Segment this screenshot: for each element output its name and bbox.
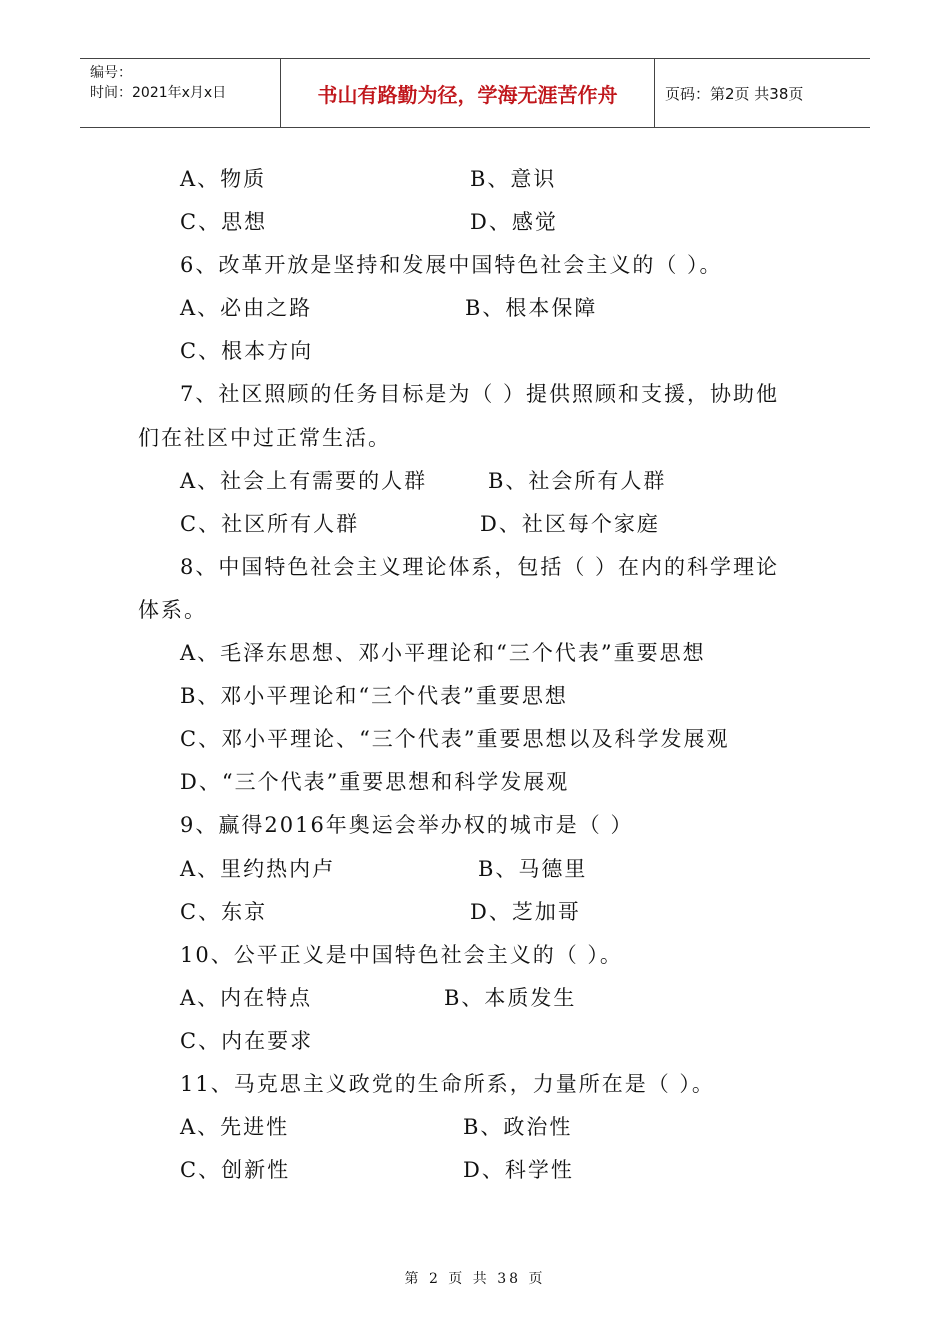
text-line: [0, 1063, 950, 1106]
line-text: A、物质: [180, 167, 267, 191]
line-text: A、毛泽东思想、邓小平理论和“三个代表”重要思想: [180, 641, 706, 666]
line-text: A、里约热内卢: [180, 856, 336, 881]
option-b-text: D、感觉: [470, 210, 558, 235]
line-text: A、内在特点: [180, 985, 313, 1010]
line-text: 7、社区照顾的任务目标是为（ ）提供照顾和支援，协助他: [180, 382, 780, 407]
text-line: [0, 589, 950, 632]
text-line: [0, 761, 950, 804]
text-line: [0, 1149, 950, 1192]
option-b-text: B、根本保障: [465, 296, 598, 321]
line-text: A、先进性: [180, 1115, 290, 1140]
header-page-number: 页码：第2页 共38页: [665, 84, 804, 103]
line-text: C、根本方向: [180, 339, 314, 364]
header-meta: [80, 59, 281, 127]
option-b-text: B、意识: [470, 167, 557, 191]
text-line: [0, 718, 950, 761]
line-text: 9、赢得2016年奥运会举办权的城市是（ ）: [180, 813, 634, 838]
text-line: [0, 503, 950, 546]
text-line: [0, 460, 950, 503]
option-b-text: B、社会所有人群: [488, 468, 667, 493]
line-text: C、东京: [180, 899, 268, 924]
line-text: 体系。: [138, 597, 207, 622]
line-text: 8、中国特色社会主义理论体系，包括（ ）在内的科学理论: [180, 554, 780, 579]
line-text: C、创新性: [180, 1158, 291, 1183]
line-text: C、社区所有人群: [180, 511, 360, 536]
line-text: B、邓小平理论和“三个代表”重要思想: [180, 684, 568, 709]
text-line: [0, 1020, 950, 1063]
line-text: C、思想: [180, 210, 268, 235]
serial-number: 编号：: [90, 65, 132, 81]
page-footer: 第 2 页 共 38 页: [404, 1271, 546, 1287]
option-b-text: B、本质发生: [444, 985, 577, 1010]
text-line: [0, 675, 950, 718]
text-line: [0, 287, 950, 330]
page-header: [80, 58, 870, 128]
header-motto: 书山有路勤为径，学海无涯苦作舟: [281, 59, 655, 127]
text-line: [0, 417, 950, 460]
option-b-text: D、芝加哥: [470, 899, 581, 924]
line-text: 10、公平正义是中国特色社会主义的（ ）。: [180, 942, 623, 967]
question-body: [0, 158, 950, 1192]
text-line: [0, 330, 950, 373]
date-line: 时间：2021年x月x日: [90, 85, 227, 101]
option-b-text: D、科学性: [463, 1158, 574, 1183]
line-text: C、内在要求: [180, 1028, 314, 1053]
option-b-text: D、社区每个家庭: [480, 511, 660, 536]
line-text: 11、马克思主义政党的生命所系，力量所在是（ ）。: [180, 1071, 715, 1096]
line-text: 们在社区中过正常生活。: [138, 425, 391, 450]
text-line: [0, 546, 950, 589]
text-line: [0, 1106, 950, 1149]
text-line: [0, 632, 950, 675]
text-line: [0, 158, 950, 201]
line-text: A、社会上有需要的人群: [180, 468, 428, 493]
line-text: C、邓小平理论、“三个代表”重要思想以及科学发展观: [180, 727, 730, 752]
text-line: [0, 848, 950, 891]
option-b-text: B、马德里: [478, 856, 588, 881]
line-text: D、“三个代表”重要思想和科学发展观: [180, 770, 570, 795]
line-text: A、必由之路: [180, 296, 313, 321]
text-line: [0, 977, 950, 1020]
text-line: [0, 804, 950, 847]
line-text: 6、改革开放是坚持和发展中国特色社会主义的（ ）。: [180, 253, 723, 278]
text-line: [0, 934, 950, 977]
option-b-text: B、政治性: [463, 1115, 573, 1140]
text-line: [0, 891, 950, 934]
text-line: [0, 244, 950, 287]
text-line: [0, 201, 950, 244]
text-line: [0, 373, 950, 416]
